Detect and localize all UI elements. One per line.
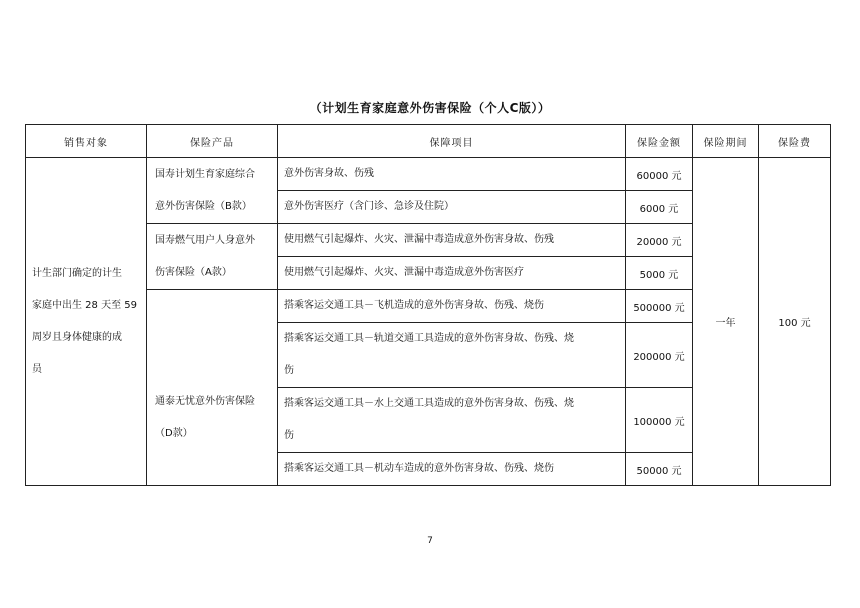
- amount-cell: 5000 元: [626, 257, 693, 290]
- product-cell: [147, 158, 278, 224]
- product-cell: [147, 290, 278, 486]
- amount-cell: 50000 元: [626, 453, 693, 486]
- product-line: 通泰无忧意外伤害保险: [155, 395, 255, 407]
- page-number: 7: [427, 536, 433, 546]
- table-row: [26, 158, 831, 191]
- product-line: （D款）: [155, 427, 193, 439]
- amount-cell: 60000 元: [626, 158, 693, 191]
- amount-cell: 200000 元: [626, 323, 693, 388]
- coverage-cell: [278, 323, 626, 388]
- product-cell: [147, 224, 278, 290]
- coverage-cell: [278, 388, 626, 453]
- coverage-line: 伤: [284, 365, 294, 376]
- sales-target-line: 家庭中出生 28 天至 59: [32, 299, 137, 311]
- product-line: 国寿计划生育家庭综合: [155, 168, 255, 180]
- sales-target-line: 员: [32, 363, 42, 375]
- product-line: 国寿燃气用户人身意外: [155, 234, 255, 246]
- product-line: 意外伤害保险（B款）: [155, 200, 252, 212]
- premium-cell: 100 元: [759, 158, 831, 486]
- coverage-cell: 搭乘客运交通工具－机动车造成的意外伤害身故、伤残、烧伤: [278, 453, 626, 486]
- header-premium: 保险费: [759, 125, 831, 158]
- coverage-cell: 使用燃气引起爆炸、火灾、泄漏中毒造成意外伤害医疗: [278, 257, 626, 290]
- header-coverage: 保障项目: [278, 125, 626, 158]
- amount-cell: 100000 元: [626, 388, 693, 453]
- document-title: （计划生育家庭意外伤害保险（个人C版））: [309, 101, 551, 115]
- product-line: 伤害保险（A款）: [155, 266, 232, 278]
- header-period: 保险期间: [693, 125, 759, 158]
- header-amount: 保险金额: [626, 125, 693, 158]
- amount-cell: 20000 元: [626, 224, 693, 257]
- table-header-row: [26, 125, 831, 158]
- coverage-cell: 意外伤害身故、伤残: [278, 158, 626, 191]
- period-cell: 一年: [693, 158, 759, 486]
- coverage-line: 搭乘客运交通工具－轨道交通工具造成的意外伤害身故、伤残、烧: [284, 333, 574, 344]
- coverage-cell: 意外伤害医疗（含门诊、急诊及住院）: [278, 191, 626, 224]
- coverage-cell: 搭乘客运交通工具－飞机造成的意外伤害身故、伤残、烧伤: [278, 290, 626, 323]
- amount-cell: 500000 元: [626, 290, 693, 323]
- header-product: 保险产品: [147, 125, 278, 158]
- coverage-cell: 使用燃气引起爆炸、火灾、泄漏中毒造成意外伤害身故、伤残: [278, 224, 626, 257]
- amount-cell: 6000 元: [626, 191, 693, 224]
- coverage-line: 搭乘客运交通工具－水上交通工具造成的意外伤害身故、伤残、烧: [284, 398, 574, 409]
- insurance-table: [25, 124, 831, 486]
- sales-target-cell: [26, 158, 147, 486]
- sales-target-line: 周岁且身体健康的成: [32, 331, 122, 343]
- header-sales-target: 销售对象: [26, 125, 147, 158]
- sales-target-line: 计生部门确定的计生: [32, 267, 122, 279]
- coverage-line: 伤: [284, 430, 294, 441]
